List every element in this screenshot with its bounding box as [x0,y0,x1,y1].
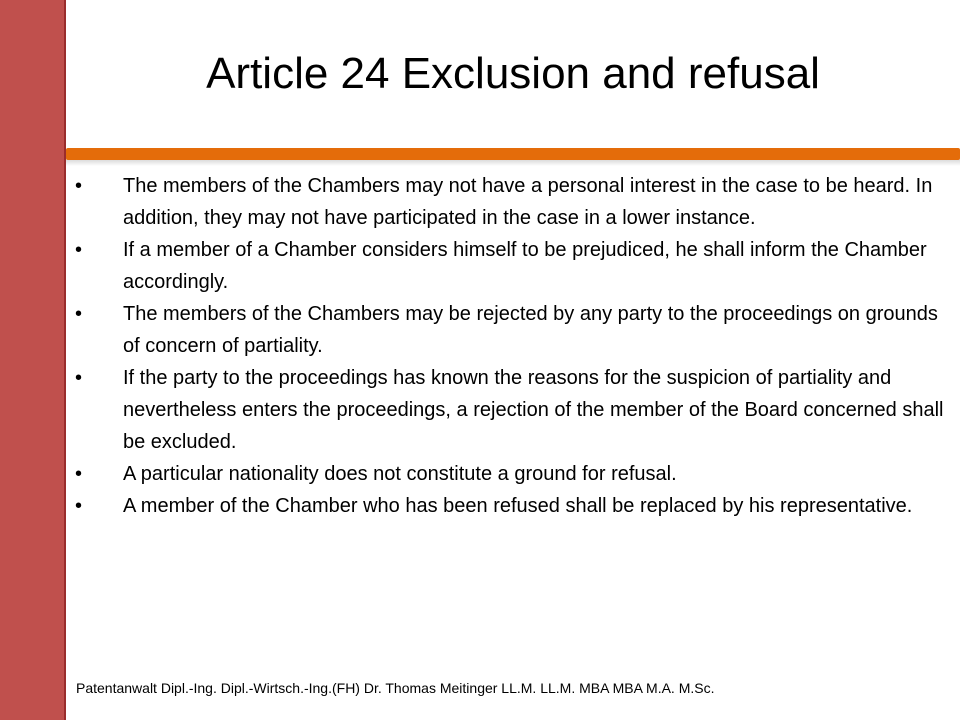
bullet-dot-icon: • [75,303,83,325]
bullet-item [72,362,948,458]
bullet-item [72,170,948,234]
bullet-dot-icon: • [75,239,83,261]
bullet-text: A member of the Chamber who has been refused shall be replaced by his representative. [123,495,913,517]
title-divider-rule [66,148,960,160]
bullet-dot-icon: • [75,175,83,197]
bullet-dot-icon: • [75,495,83,517]
bullet-dot-icon: • [75,463,83,485]
bullet-text: A particular nationality does not constitute a ground for refusal. [123,463,677,485]
side-accent-bar [0,0,66,720]
bullet-text: The members of the Chambers may not have a personal interest in the case to be heard. In addition, they may not have participated in the case in a lower instance. [123,175,933,229]
bullet-dot-icon: • [75,367,83,389]
bullet-item [72,234,948,298]
bullet-item [72,490,948,522]
bullet-item [72,298,948,362]
bullet-text: If a member of a Chamber considers himself to be prejudiced, he shall inform the Chamber accordingly. [123,239,927,293]
bullet-list [72,170,948,522]
bullet-text: The members of the Chambers may be rejected by any party to the proceedings on grounds of concern of partiality. [123,303,938,357]
bullet-text: If the party to the proceedings has known the reasons for the suspicion of partiality and nevertheless enters the proceedings, a rejection of the member of the Board concerned shall be excluded. [123,367,944,453]
slide-title: Article 24 Exclusion and refusal [206,49,820,98]
bullet-item [72,458,948,490]
footer-author: Patentanwalt Dipl.-Ing. Dipl.-Wirtsch.-Ing.(FH) Dr. Thomas Meitinger LL.M. LL.M. MBA MBA M.A. M.Sc. [76,680,715,696]
